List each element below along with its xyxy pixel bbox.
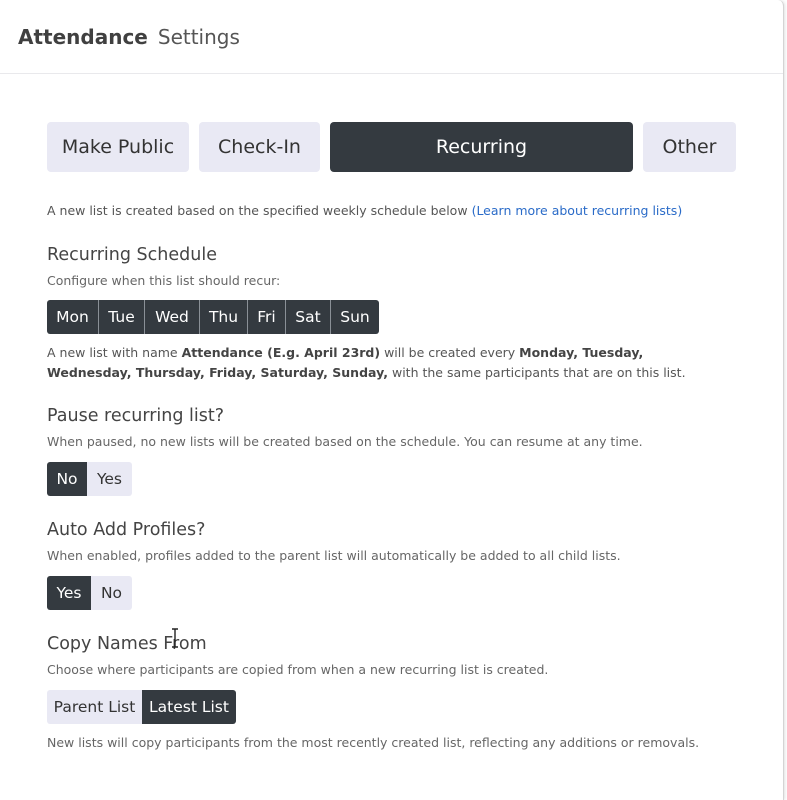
copy-parent-list-button[interactable]: Parent List xyxy=(47,690,142,724)
pause-sub: When paused, no new lists will be created based on the schedule. You can resume at any time. xyxy=(47,434,643,449)
pause-toggle xyxy=(47,462,132,496)
auto-add-toggle xyxy=(47,576,132,610)
tab-make-public[interactable]: Make Public xyxy=(47,122,189,172)
day-selector xyxy=(47,300,379,334)
day-sat-button[interactable]: Sat xyxy=(286,300,331,334)
pause-heading: Pause recurring list? xyxy=(47,406,225,426)
copy-from-toggle xyxy=(47,690,236,724)
day-mon-button[interactable]: Mon xyxy=(47,300,99,334)
modal-header xyxy=(0,0,783,74)
pause-yes-button[interactable]: Yes xyxy=(87,462,132,496)
tab-check-in[interactable]: Check-In xyxy=(199,122,320,172)
day-fri-button[interactable]: Fri xyxy=(248,300,286,334)
auto-add-no-button[interactable]: No xyxy=(91,576,132,610)
day-tue-button[interactable]: Tue xyxy=(99,300,145,334)
auto-add-yes-button[interactable]: Yes xyxy=(47,576,91,610)
auto-add-sub: When enabled, profiles added to the parent list will automatically be added to all child lists. xyxy=(47,548,621,563)
copy-latest-list-button[interactable]: Latest List xyxy=(142,690,236,724)
intro-text: A new list is created based on the specified weekly schedule below (Learn more about recurring lists) xyxy=(47,203,683,218)
copy-from-heading: Copy Names From xyxy=(47,634,207,654)
day-thu-button[interactable]: Thu xyxy=(200,300,248,334)
day-wed-button[interactable]: Wed xyxy=(145,300,200,334)
modal-title-rest: Settings xyxy=(157,24,240,49)
pause-no-button[interactable]: No xyxy=(47,462,87,496)
copy-from-note: New lists will copy participants from the most recently created list, reflecting any additions or removals. xyxy=(47,735,700,750)
text-cursor-icon xyxy=(171,628,179,648)
auto-add-heading: Auto Add Profiles? xyxy=(47,520,206,540)
modal-title-bold: Attendance xyxy=(18,24,148,49)
tab-other[interactable]: Other xyxy=(643,122,736,172)
day-sun-button[interactable]: Sun xyxy=(331,300,379,334)
recurring-schedule-heading: Recurring Schedule xyxy=(47,245,217,265)
recurring-schedule-sub: Configure when this list should recur: xyxy=(47,273,281,288)
schedule-note: A new list with name Attendance (E.g. April 23rd) will be created every Monday, Tuesday, Wednesday, Thursday, Friday, Saturday, Sunday, with the same participants that are on this list. xyxy=(47,345,686,380)
learn-more-link[interactable]: (Learn more about recurring lists) xyxy=(471,203,683,218)
copy-from-sub: Choose where participants are copied from when a new recurring list is created. xyxy=(47,662,549,677)
tab-recurring[interactable]: Recurring xyxy=(330,122,633,172)
